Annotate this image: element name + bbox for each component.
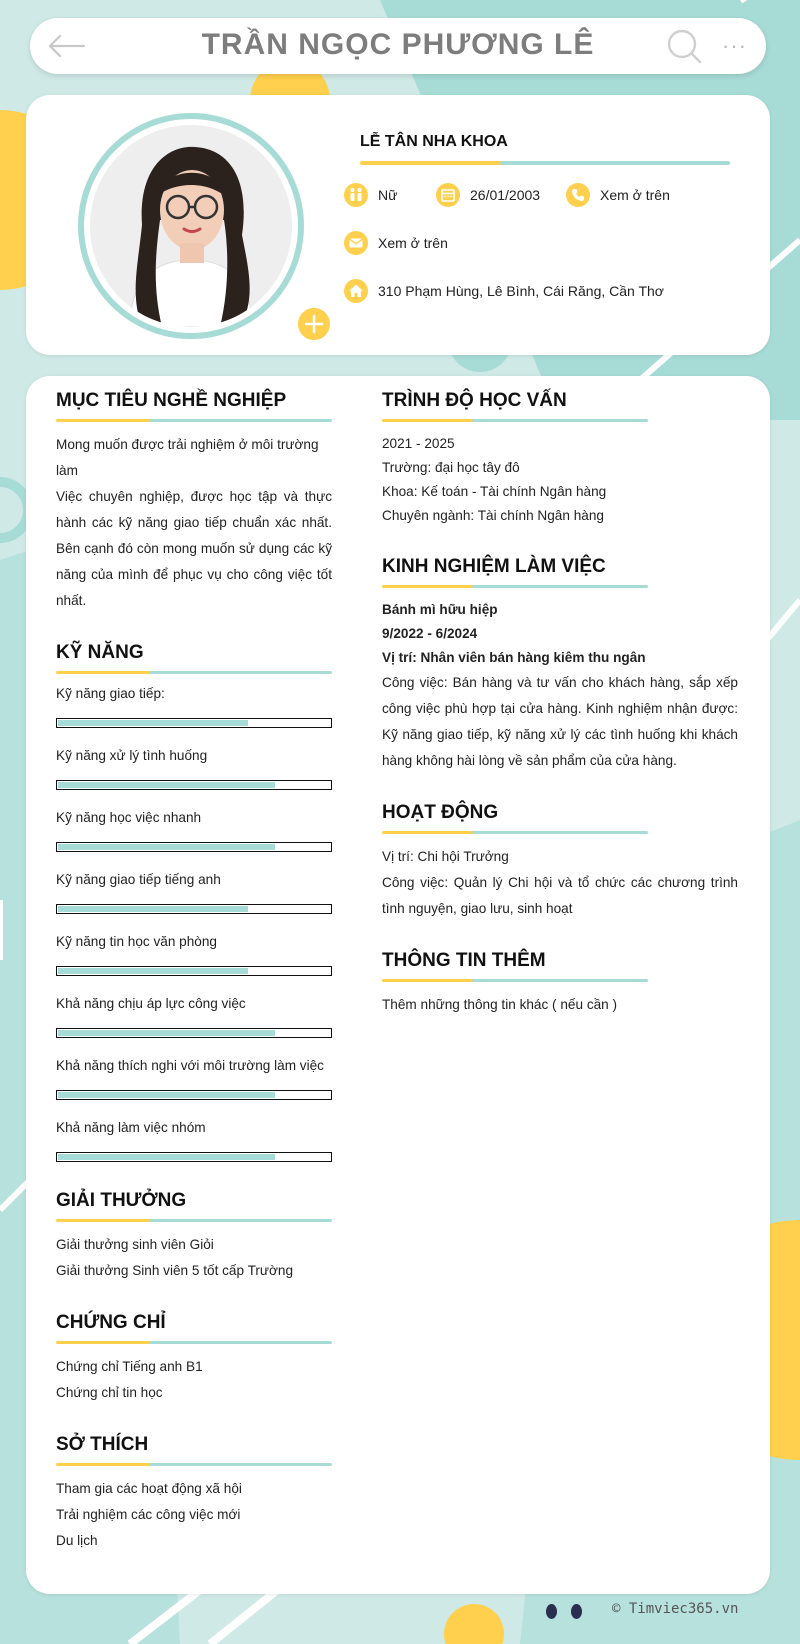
- section-divider: [382, 585, 648, 588]
- avatar-photo: [90, 125, 292, 327]
- email-value: Xem ở trên: [378, 235, 448, 251]
- section-divider: [56, 671, 332, 674]
- skill-label: Kỹ năng tin học văn phòng: [56, 934, 217, 949]
- skill-bar-fill: [58, 1154, 275, 1160]
- skill-bar-fill: [58, 782, 275, 788]
- hobby-item: Trải nghiệm các công việc mới: [56, 1507, 241, 1522]
- skill-bar: [56, 904, 332, 914]
- skill-item: [56, 1118, 332, 1162]
- skill-bar-fill: [58, 844, 275, 850]
- avatar-container: [78, 113, 304, 339]
- hobbies-title: SỞ THÍCH: [56, 1434, 149, 1455]
- skill-item: [56, 808, 332, 852]
- skill-bar: [56, 1152, 332, 1162]
- email-icon: [344, 231, 368, 255]
- main-card: [26, 376, 770, 1594]
- objective-line: Việc chuyên nghiệp, được học tập và thực hành các kỹ năng giao tiếp chuẩn xác nhất. Bên cạnh đó còn mong muốn sử dụng các kỹ năng của mình để phục vụ cho công việc tốt nhất.: [56, 489, 332, 608]
- skill-item: [56, 1056, 332, 1100]
- address-value: 310 Phạm Hùng, Lê Bình, Cái Răng, Cần Thơ: [378, 283, 664, 299]
- job-title-underline: [360, 161, 730, 165]
- skill-item: [56, 746, 332, 790]
- phone-field: [566, 183, 670, 207]
- award-item: Giải thưởng sinh viên Giỏi: [56, 1237, 214, 1252]
- skill-bar: [56, 966, 332, 976]
- skill-label: Kỹ năng giao tiếp:: [56, 686, 165, 701]
- experience-period: 9/2022 - 6/2024: [382, 626, 478, 641]
- page-title: TRẦN NGỌC PHƯƠNG LÊ: [201, 28, 595, 61]
- email-field: [344, 231, 448, 255]
- experience-title: KINH NGHIỆM LÀM VIỆC: [382, 556, 606, 577]
- more-options-icon[interactable]: ···: [722, 33, 747, 58]
- education-school: Trường: đại học tây đô: [382, 460, 520, 475]
- skill-bar-fill: [58, 1030, 275, 1036]
- gender-icon: [344, 183, 368, 207]
- skill-label: Khả năng thích nghi với môi trường làm việc: [56, 1058, 324, 1073]
- experience-company: Bánh mì hữu hiệp: [382, 602, 498, 617]
- page-indicator: [546, 1604, 582, 1619]
- activity-position: Vị trí: Chi hội Trưởng: [382, 849, 509, 864]
- award-item: Giải thưởng Sinh viên 5 tốt cấp Trường: [56, 1263, 294, 1278]
- skill-bar-fill: [58, 906, 248, 912]
- certificate-item: Chứng chỉ tin học: [56, 1385, 163, 1400]
- skill-bar: [56, 780, 332, 790]
- skill-bar: [56, 1028, 332, 1038]
- section-divider: [382, 419, 648, 422]
- add-photo-icon[interactable]: [296, 306, 332, 342]
- extra-info-text: Thêm những thông tin khác ( nếu cần ): [382, 997, 618, 1012]
- skill-bar: [56, 1090, 332, 1100]
- section-divider: [382, 831, 648, 834]
- awards-title: GIẢI THƯỞNG: [56, 1190, 187, 1211]
- skill-label: Kỹ năng học việc nhanh: [56, 810, 202, 825]
- skill-item: [56, 870, 332, 914]
- avatar: [90, 125, 292, 327]
- skill-bar-fill: [58, 720, 248, 726]
- calendar-icon: [436, 183, 460, 207]
- education-faculty: Khoa: Kế toán - Tài chính Ngân hàng: [382, 484, 607, 499]
- objective-line: Mong muốn được trải nghiệm ở môi trường làm: [56, 437, 319, 478]
- skill-label: Khả năng chịu áp lực công việc: [56, 996, 246, 1011]
- section-divider: [56, 1463, 332, 1466]
- extra-info-title: THÔNG TIN THÊM: [382, 950, 546, 971]
- birthday-value: 26/01/2003: [470, 187, 541, 203]
- certificate-item: Chứng chỉ Tiếng anh B1: [56, 1359, 203, 1374]
- skill-label: Kỹ năng giao tiếp tiếng anh: [56, 872, 221, 887]
- activities-title: HOẠT ĐỘNG: [382, 802, 499, 823]
- skill-item: [56, 994, 332, 1038]
- education-major: Chuyên ngành: Tài chính Ngân hàng: [382, 508, 604, 523]
- activity-description: Công việc: Quản lý Chi hội và tổ chức các chương trình tình nguyện, giao lưu, sinh hoạt: [382, 875, 738, 916]
- left-column: [56, 390, 332, 1554]
- birthday-field: [436, 183, 540, 207]
- right-column: [382, 390, 738, 1018]
- page-dot[interactable]: [546, 1604, 557, 1619]
- gender-field: [344, 183, 397, 207]
- education-period: 2021 - 2025: [382, 436, 455, 451]
- skill-label: Kỹ năng xử lý tình huống: [56, 748, 208, 763]
- top-bar: [30, 18, 766, 74]
- certificates-title: CHỨNG CHỈ: [56, 1312, 166, 1333]
- profile-card: [26, 95, 770, 355]
- phone-icon: [566, 183, 590, 207]
- search-icon[interactable]: [666, 28, 702, 64]
- skill-bar: [56, 718, 332, 728]
- hobby-item: Du lịch: [56, 1533, 98, 1548]
- gender-value: Nữ: [378, 187, 398, 203]
- skill-label: Khả năng làm việc nhóm: [56, 1120, 206, 1135]
- skill-item: [56, 932, 332, 976]
- section-divider: [382, 979, 648, 982]
- skill-bar-fill: [58, 1092, 275, 1098]
- hobby-item: Tham gia các hoạt động xã hội: [56, 1481, 242, 1496]
- section-divider: [56, 1219, 332, 1222]
- skill-bar-fill: [58, 968, 248, 974]
- education-title: TRÌNH ĐỘ HỌC VẤN: [382, 390, 567, 411]
- home-icon: [344, 279, 368, 303]
- footer-brand: © Timviec365.vn: [612, 1601, 739, 1617]
- objective-title: MỤC TIÊU NGHỀ NGHIỆP: [56, 390, 287, 411]
- skill-bar: [56, 842, 332, 852]
- section-divider: [56, 1341, 332, 1344]
- job-title: LỄ TÂN NHA KHOA: [360, 133, 508, 150]
- section-divider: [56, 419, 332, 422]
- page-dot[interactable]: [571, 1604, 582, 1619]
- skills-title: KỸ NĂNG: [56, 642, 144, 663]
- experience-description: Công việc: Bán hàng và tư vấn cho khách hàng, sắp xếp công việc phù hợp tại cửa hàng. Kinh nghiệm nhận được: Kỹ năng giao tiếp, kỹ năng xử lý các tình huống khi khách hàng không hài lòng về sản phẩm của cửa hàng.: [382, 675, 738, 768]
- phone-value: Xem ở trên: [600, 187, 670, 203]
- skill-item: [56, 684, 332, 728]
- address-field: [344, 279, 664, 303]
- experience-position: Vị trí: Nhân viên bán hàng kiêm thu ngân: [382, 650, 646, 665]
